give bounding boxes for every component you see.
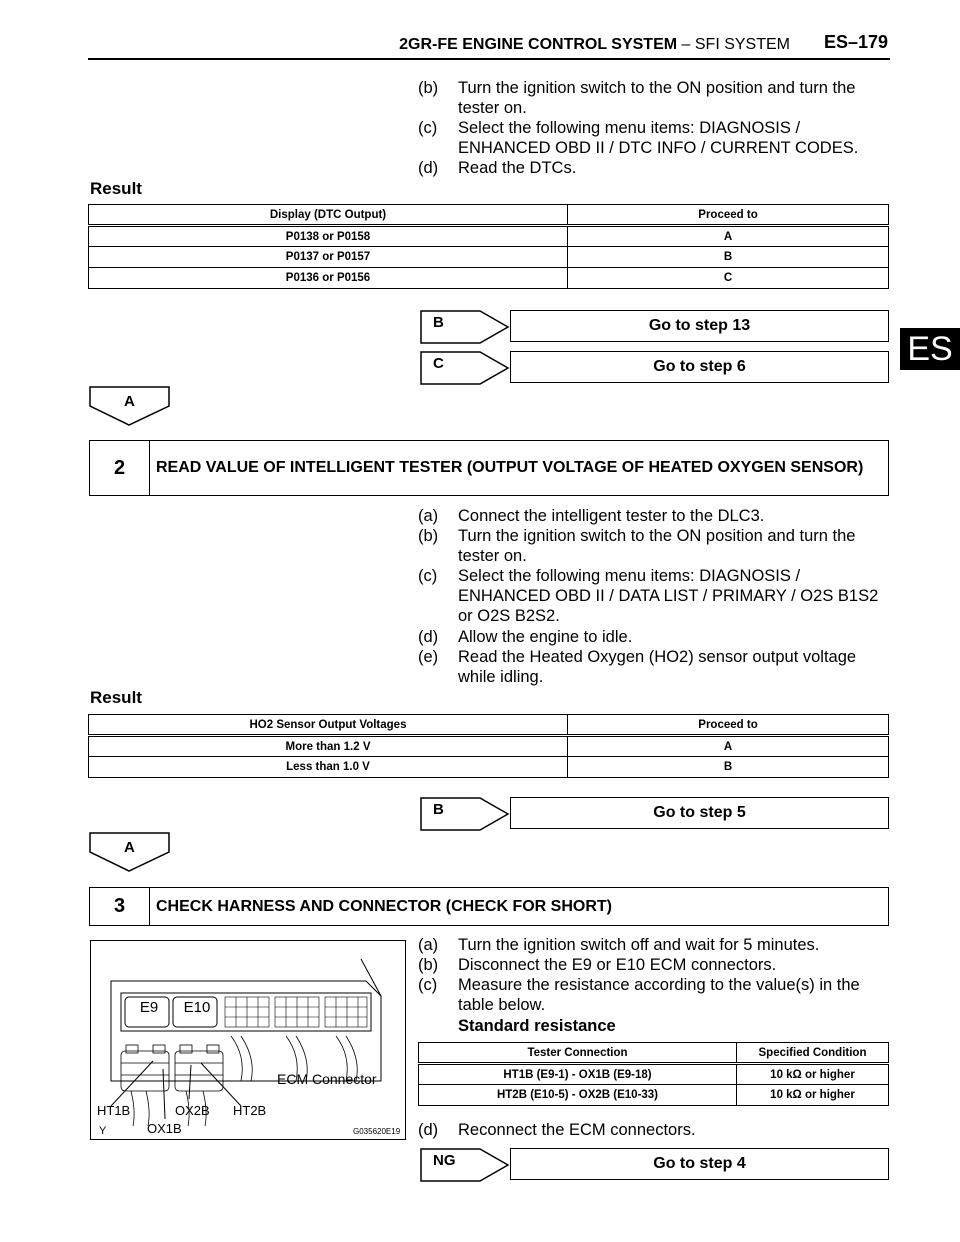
dtc-result-table bbox=[88, 204, 889, 289]
section-number: 3 bbox=[90, 888, 150, 925]
label-ht2b: HT2B bbox=[233, 1103, 267, 1118]
label-y: Y bbox=[99, 1125, 107, 1137]
step-c3: (c) Measure the resistance according to the value(s) in the table below. bbox=[418, 976, 860, 1014]
page-number: ES–179 bbox=[824, 32, 889, 52]
resistance-table bbox=[418, 1042, 889, 1106]
label-ht1b: HT1B bbox=[97, 1103, 131, 1118]
step-a3: (a) Turn the ignition switch off and wait for 5 minutes. bbox=[418, 936, 820, 954]
table-header: Tester Connection bbox=[419, 1043, 737, 1064]
table-row: HT2B (E10-5) - OX2B (E10-33) 10 kΩ or higher bbox=[419, 1085, 889, 1106]
label-e9: E9 bbox=[139, 999, 159, 1016]
branch-label: B bbox=[433, 801, 444, 818]
label-ox1b: OX1B bbox=[147, 1121, 182, 1136]
header-subsystem: SFI SYSTEM bbox=[694, 36, 790, 53]
go-to-step-4: Go to step 4 bbox=[510, 1148, 889, 1180]
section-number: 2 bbox=[90, 441, 150, 495]
table-row: P0137 or P0157 B bbox=[89, 247, 889, 268]
step-c2: (c) Select the following menu items: DIAGNOSIS / ENHANCED OBD II / DATA LIST / PRIMARY / O2S B1S2 or O2S B2S2. bbox=[418, 567, 879, 625]
ecm-connector-figure bbox=[90, 940, 406, 1140]
branch-label: C bbox=[433, 355, 444, 372]
step-d1: (d) Read the DTCs. bbox=[418, 159, 577, 177]
go-to-step-13: Go to step 13 bbox=[510, 310, 889, 342]
ho2-result-table bbox=[88, 714, 889, 778]
header-system: 2GR-FE ENGINE CONTROL SYSTEM bbox=[399, 36, 678, 53]
section-tab: ES bbox=[900, 328, 960, 370]
standard-resistance-label: Standard resistance bbox=[458, 1017, 616, 1035]
continue-label: A bbox=[124, 393, 135, 410]
table-row: HT1B (E9-1) - OX1B (E9-18) 10 kΩ or higher bbox=[419, 1064, 889, 1085]
result-label-2: Result bbox=[90, 688, 142, 707]
table-row: More than 1.2 V A bbox=[89, 736, 889, 757]
step-a2: (a) Connect the intelligent tester to the DLC3. bbox=[418, 507, 765, 525]
table-header: Proceed to bbox=[568, 715, 889, 736]
section-title: CHECK HARNESS AND CONNECTOR (CHECK FOR SHORT) bbox=[156, 897, 613, 915]
table-header: Specified Condition bbox=[737, 1043, 889, 1064]
step-d3: (d) Reconnect the ECM connectors. bbox=[418, 1121, 696, 1139]
continue-label: A bbox=[124, 839, 135, 856]
table-header: HO2 Sensor Output Voltages bbox=[89, 715, 568, 736]
page-header-title bbox=[90, 36, 790, 54]
step-d2: (d) Allow the engine to idle. bbox=[418, 628, 633, 646]
branch-label: NG bbox=[433, 1152, 456, 1169]
header-rule bbox=[88, 58, 890, 60]
table-row: Less than 1.0 V B bbox=[89, 757, 889, 778]
section-3-header bbox=[89, 887, 889, 926]
label-e10: E10 bbox=[183, 999, 211, 1016]
step-b1: (b) Turn the ignition switch to the ON position and turn the tester on. bbox=[418, 79, 856, 117]
go-to-step-5: Go to step 5 bbox=[510, 797, 889, 829]
label-ecm-connector: ECM Connector bbox=[277, 1071, 377, 1087]
table-row: P0138 or P0158 A bbox=[89, 226, 889, 247]
step-b2: (b) Turn the ignition switch to the ON position and turn the tester on. bbox=[418, 527, 856, 565]
step-e2: (e) Read the Heated Oxygen (HO2) sensor output voltage while idling. bbox=[418, 648, 857, 686]
result-label-1: Result bbox=[90, 179, 142, 198]
section-title: READ VALUE OF INTELLIGENT TESTER (OUTPUT VOLTAGE OF HEATED OXYGEN SENSOR) bbox=[156, 459, 864, 476]
table-row: P0136 or P0156 C bbox=[89, 268, 889, 289]
go-to-step-6: Go to step 6 bbox=[510, 351, 889, 383]
figure-code: G035620E19 bbox=[353, 1127, 401, 1136]
branch-label: B bbox=[433, 314, 444, 331]
table-header: Proceed to bbox=[568, 205, 889, 226]
header-dash: – bbox=[677, 36, 695, 53]
step-b3: (b) Disconnect the E9 or E10 ECM connectors. bbox=[418, 956, 777, 974]
label-ox2b: OX2B bbox=[175, 1103, 210, 1118]
table-header: Display (DTC Output) bbox=[89, 205, 568, 226]
step-c1: (c) Select the following menu items: DIAGNOSIS / ENHANCED OBD II / DTC INFO / CURRENT CODES. bbox=[418, 119, 859, 157]
section-2-header bbox=[89, 440, 889, 496]
